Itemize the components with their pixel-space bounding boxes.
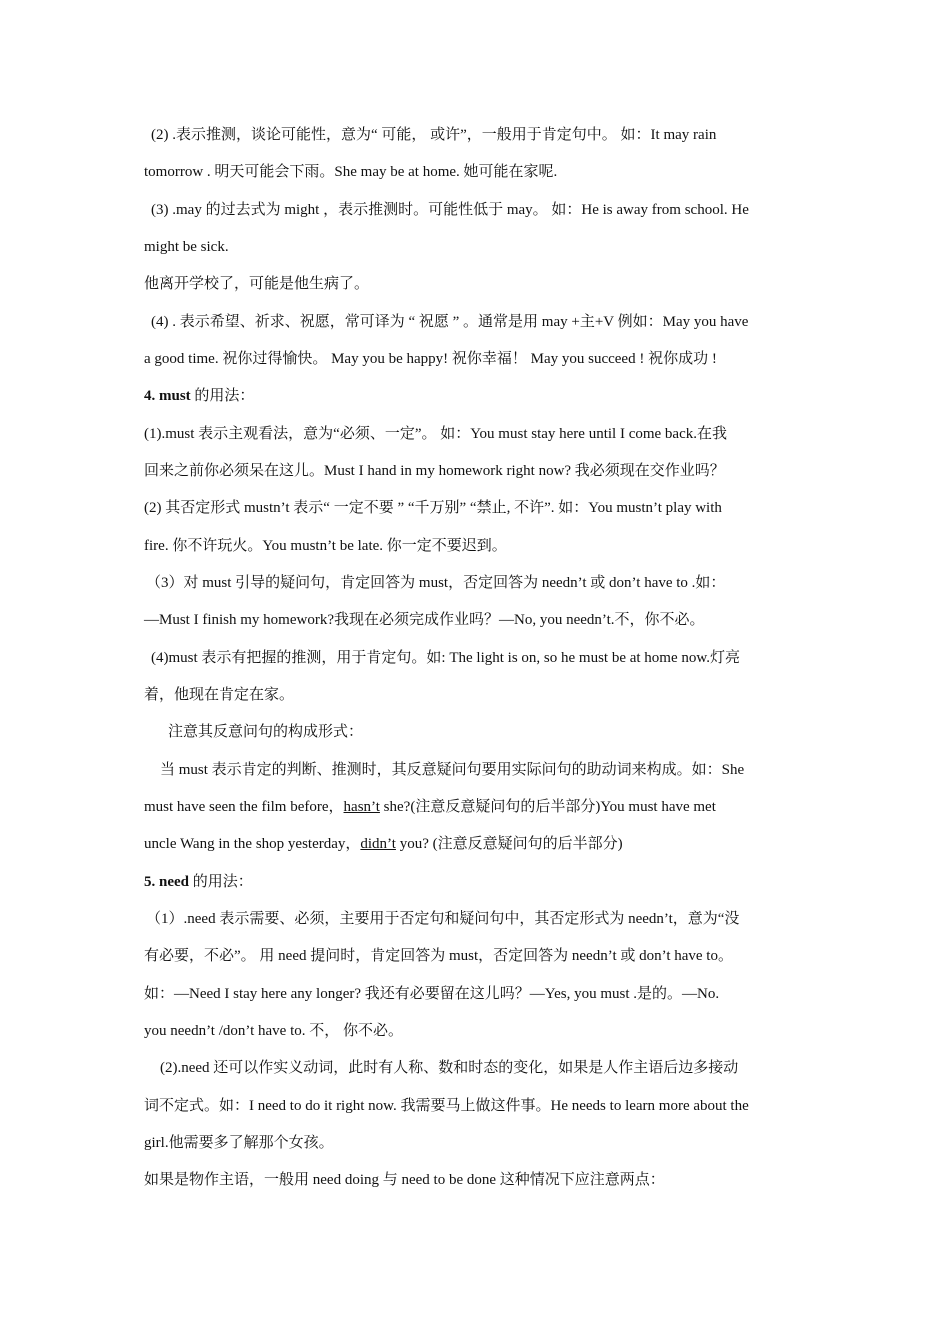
heading-label: 5. need [144,874,189,890]
paragraph-line: (2) .表示推测，谈论可能性，意为“ 可能， 或许”，一般用于肯定句中。 如：It may rain [151,127,717,143]
paragraph-line: 当 must 表示肯定的判断、推测时，其反意疑问句要用实际问句的助动词来构成。如：She [160,762,745,778]
paragraph-line: （3）对 must 引导的疑问句，肯定回答为 must，否定回答为 needn’t 或 don’t have to .如： [146,575,726,591]
paragraph-line: (2) 其否定形式 mustn’t 表示“ 一定不要 ” “千万别” “禁止, 不许”. 如：You mustn’t play with [144,500,722,516]
line-text: you? (注意反意疑问句的后半部分) [395,836,623,852]
paragraph-line: a good time. 祝你过得愉快。 May you be happy! 祝你幸福！ May you succeed ! 祝你成功 ! [144,351,717,367]
paragraph-line: girl.他需要多了解那个女孩。 [144,1135,334,1151]
paragraph-line: 如果是物作主语，一般用 need doing 与 need to be done 这种情况下应注意两点： [144,1172,665,1188]
paragraph-line: 回来之前你必须呆在这儿。Must I hand in my homework right now? 我必须现在交作业吗？ [144,463,725,479]
line-text: uncle Wang in the shop yesterday， [144,836,361,852]
paragraph-line: (4) . 表示希望、祈求、祝愿，常可译为 “ 祝愿 ” 。通常是用 may +主+V 例如：May you have [151,314,749,330]
paragraph-line [144,797,716,817]
underlined-tag: hasn’t [343,799,380,815]
paragraph-line: 他离开学校了，可能是他生病了。 [144,276,370,292]
paragraph-line: tomorrow . 明天可能会下雨。She may be at home. 她可能在家呢. [144,164,558,180]
line-text: she?(注意反意疑问句的后半部分)You must have met [379,799,716,815]
section-heading-need [144,872,253,892]
heading-suffix: 的用法： [189,874,253,890]
paragraph-line: you needn’t /don’t have to. 不， 你不必。 [144,1023,403,1039]
heading-label: 4. must [144,388,191,404]
paragraph-line [144,834,623,854]
paragraph-line: (3) .may 的过去式为 might ，表示推测时。可能性低于 may。 如：He is away from school. He [151,202,749,218]
paragraph-line: fire. 你不许玩火。You mustn’t be late. 你一定不要迟到。 [144,538,507,554]
paragraph-line: 有必要，不必”。 用 need 提问时，肯定回答为 must，否定回答为 needn’t 或 don’t have to。 [144,948,733,964]
heading-suffix: 的用法： [190,388,255,404]
paragraph-line: 注意其反意问句的构成形式： [168,724,364,740]
paragraph-line: —Must I finish my homework?我现在必须完成作业吗？—No, you needn’t.不，你不必。 [144,612,705,628]
paragraph-line: (1).must 表示主观看法，意为“必须、一定”。 如：You must stay here until I come back.在我 [144,426,728,442]
paragraph-line: （1）.need 表示需要、必须，主要用于否定句和疑问句中，其否定形式为 needn’t，意为“没 [146,911,740,927]
line-text: must have seen the film before， [144,799,344,815]
paragraph-line: (4)must 表示有把握的推测，用于肯定句。如: The light is on, so he must be at home now.灯亮 [151,650,740,666]
paragraph-line: 如：—Need I stay here any longer? 我还有必要留在这儿吗？—Yes, you must .是的。—No. [144,986,720,1002]
underlined-tag: didn’t [360,836,396,852]
paragraph-line: 着，他现在肯定在家。 [144,687,295,703]
paragraph-line: 词不定式。如：I need to do it right now. 我需要马上做这件事。He needs to learn more about the [144,1098,749,1114]
paragraph-line: might be sick. [144,239,229,255]
section-heading-must [144,386,254,406]
paragraph-line: (2).need 还可以作实义动词，此时有人称、数和时态的变化，如果是人作主语后边多接动 [160,1060,739,1076]
